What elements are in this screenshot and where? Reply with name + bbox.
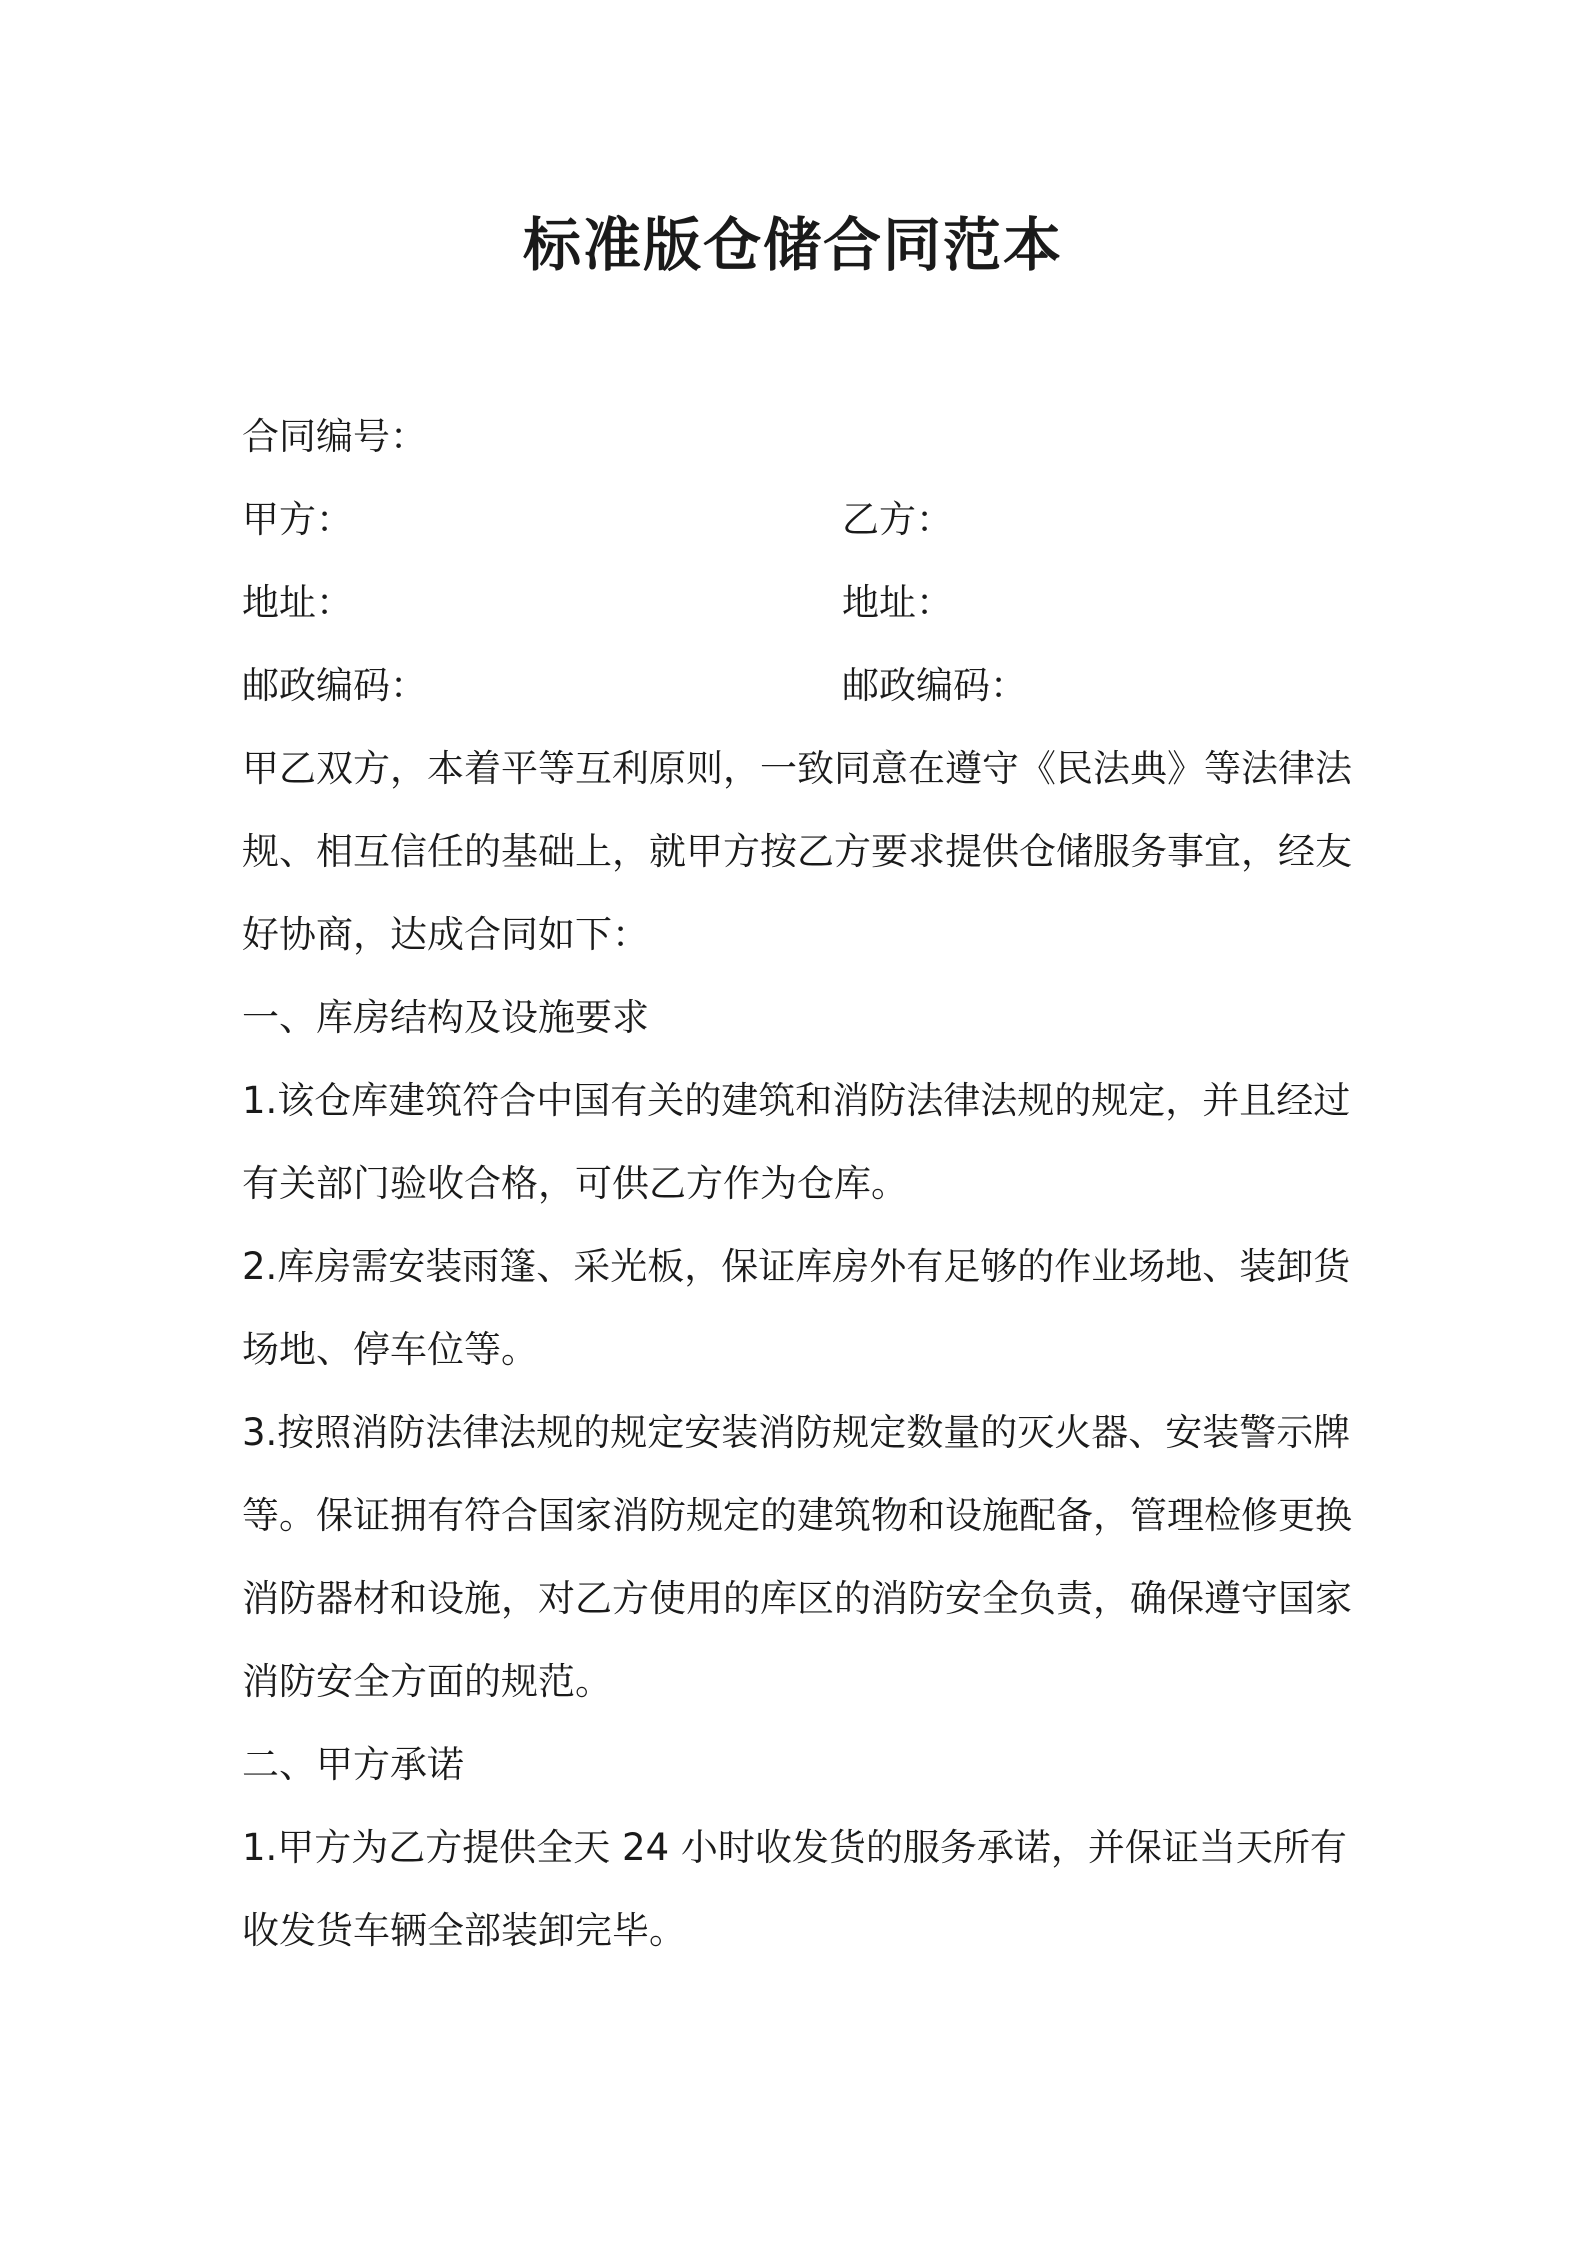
document-title: 标准版仓储合同范本 bbox=[522, 211, 1063, 279]
section-heading-2: 二、甲方承诺 bbox=[242, 1743, 464, 1786]
party-b-label: 乙方： bbox=[842, 498, 953, 541]
contract-number-label: 合同编号： bbox=[242, 415, 427, 458]
clause-1-3-line: 消防器材和设施，对乙方使用的库区的消防安全负责，确保遵守国家 bbox=[242, 1577, 1352, 1620]
clause-1-2-line: 2.库房需安装雨篷、采光板，保证库房外有足够的作业场地、装卸货 bbox=[242, 1245, 1351, 1288]
clause-1-3-line: 等。保证拥有符合国家消防规定的建筑物和设施配备，管理检修更换 bbox=[242, 1494, 1352, 1537]
clause-2-1-line: 1.甲方为乙方提供全天 24 小时收发货的服务承诺，并保证当天所有 bbox=[242, 1826, 1347, 1869]
clause-1-2-line: 场地、停车位等。 bbox=[242, 1328, 538, 1371]
preamble-line: 规、相互信任的基础上，就甲方按乙方要求提供仓储服务事宜，经友 bbox=[242, 830, 1352, 873]
clause-1-1-line: 1.该仓库建筑符合中国有关的建筑和消防法律法规的规定，并且经过 bbox=[242, 1079, 1351, 1122]
party-a-postcode-label: 邮政编码： bbox=[242, 664, 427, 707]
party-a-address-label: 地址： bbox=[242, 581, 353, 624]
clause-2-1-line: 收发货车辆全部装卸完毕。 bbox=[242, 1909, 686, 1952]
section-heading-1: 一、库房结构及设施要求 bbox=[242, 996, 649, 1039]
preamble-line: 好协商，达成合同如下： bbox=[242, 913, 649, 956]
party-b-postcode-label: 邮政编码： bbox=[842, 664, 1027, 707]
clause-1-3-line: 消防安全方面的规范。 bbox=[242, 1660, 612, 1703]
party-a-label: 甲方： bbox=[242, 498, 353, 541]
clause-1-1-line: 有关部门验收合格，可供乙方作为仓库。 bbox=[242, 1162, 908, 1205]
preamble-line: 甲乙双方，本着平等互利原则，一致同意在遵守《民法典》等法律法 bbox=[242, 747, 1352, 790]
clause-1-3-line: 3.按照消防法律法规的规定安装消防规定数量的灭火器、安装警示牌 bbox=[242, 1411, 1351, 1454]
party-b-address-label: 地址： bbox=[842, 581, 953, 624]
